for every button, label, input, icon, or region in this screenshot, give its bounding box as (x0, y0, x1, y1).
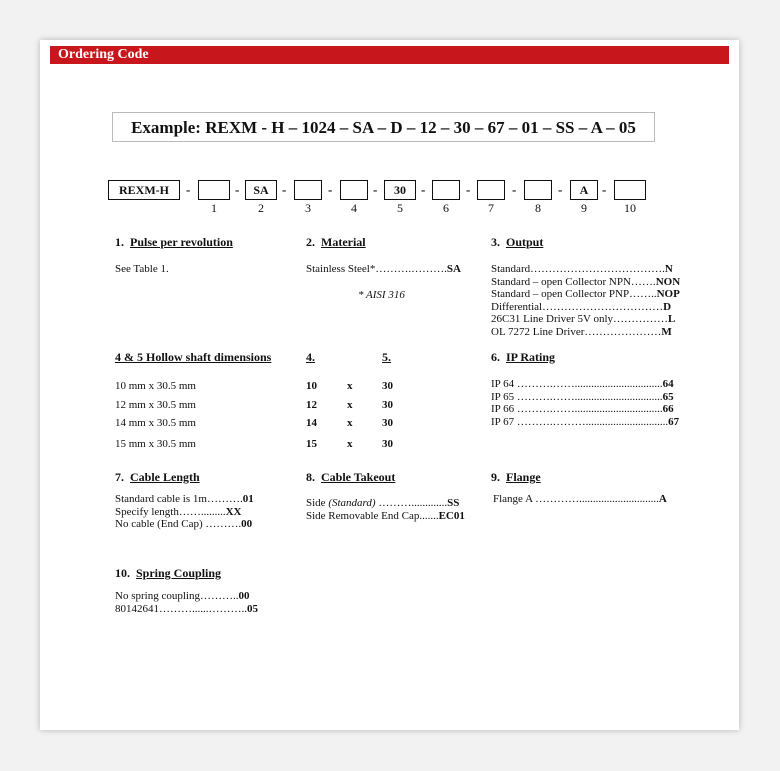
shaft-code-a: 15 (306, 438, 317, 450)
shaft-code-b: 30 (382, 380, 393, 392)
section-title: Cable Takeout (321, 470, 396, 484)
code-dash: - (235, 182, 240, 197)
output-options (491, 263, 688, 338)
option-code: SS (447, 497, 460, 509)
option-label: IP 67 ……….……….............................. (491, 415, 669, 428)
spring-coupling-option (115, 603, 258, 616)
shaft-code-a: 10 (306, 380, 317, 392)
ip-rating-options (491, 378, 679, 428)
code-builder-row (40, 180, 739, 220)
shaft-code-b: 30 (382, 399, 393, 411)
section-6-heading (491, 350, 555, 365)
option-code: SA (446, 263, 461, 275)
option-label: IP 66 ……….……................................ (491, 403, 663, 415)
code-box-1[interactable] (198, 180, 230, 200)
code-dash: - (512, 182, 517, 197)
cable-length-option (115, 506, 254, 519)
section-8-heading (306, 470, 395, 485)
code-dash: - (186, 182, 191, 197)
section-3-heading (491, 235, 543, 250)
option-label: IP 64 ……….……................................ (491, 378, 663, 390)
section-45-heading (115, 350, 271, 365)
code-position-number: 3 (305, 201, 311, 215)
output-option (491, 263, 688, 276)
option-code: N (664, 263, 673, 275)
shaft-x: x (347, 417, 353, 429)
shaft-code-a: 12 (306, 399, 317, 411)
option-label: OL 7272 Line Driver………………… (491, 325, 662, 338)
output-option (491, 313, 688, 326)
code-position-number: 1 (211, 201, 217, 215)
section-number: 7. (115, 470, 124, 484)
code-dash: - (328, 182, 333, 197)
code-dash: - (421, 182, 426, 197)
option-label: Stainless Steel*……….………. (306, 263, 447, 275)
cable-length-options (115, 493, 254, 531)
option-code: NOP (656, 288, 680, 300)
section-9-heading (491, 470, 541, 485)
section-title: IP Rating (506, 350, 556, 364)
code-dash: - (558, 182, 563, 197)
shaft-row-label: 15 mm x 30.5 mm (115, 438, 196, 450)
output-option (491, 301, 688, 314)
option-code: 05 (247, 602, 258, 615)
cable-takeout-option (306, 497, 465, 510)
output-option (491, 276, 688, 289)
option-label: Specify length……......... (115, 505, 226, 518)
column-5-heading (382, 350, 391, 365)
option-label: Flange A …………............................. (493, 493, 659, 505)
shaft-code-b: 30 (382, 417, 393, 429)
section-banner: Ordering Code (50, 46, 729, 64)
section-number: 6. (491, 350, 500, 364)
option-label: Differential…………………………… (491, 300, 664, 313)
cable-takeout-option (306, 510, 465, 523)
code-position-number: 5 (397, 201, 403, 215)
cable-takeout-options (306, 497, 465, 522)
code-dash: - (282, 182, 287, 197)
output-option (491, 326, 688, 339)
option-code: 01 (242, 493, 254, 505)
option-label: 80142641………......……….. (115, 602, 247, 615)
option-code: 00 (241, 518, 253, 530)
option-label: Side (306, 497, 329, 509)
section-title: Flange (506, 470, 541, 484)
section-title: Material (321, 235, 366, 249)
cable-length-option (115, 518, 254, 531)
section-number: 4. (306, 350, 315, 364)
code-box-10[interactable] (614, 180, 646, 200)
code-position-number: 9 (581, 201, 587, 215)
section-title: 4 & 5 Hollow shaft dimensions (115, 350, 272, 364)
code-dash: - (602, 182, 607, 197)
option-label: Side Removable End Cap....... (306, 509, 439, 522)
material-option (306, 263, 461, 276)
option-label: No cable (End Cap) ………. (115, 518, 242, 530)
ip-option (491, 378, 679, 391)
section-number: 1. (115, 235, 124, 249)
section-number: 8. (306, 470, 315, 484)
code-position-number: 7 (488, 201, 494, 215)
ip-option (491, 403, 679, 416)
section-title: Spring Coupling (136, 566, 222, 580)
spring-coupling-option (115, 590, 258, 603)
shaft-code-a: 14 (306, 417, 317, 429)
shaft-x: x (347, 438, 353, 450)
option-code: EC01 (438, 509, 465, 522)
shaft-x: x (347, 380, 353, 392)
shaft-row-label: 10 mm x 30.5 mm (115, 380, 196, 392)
code-position-number: 8 (535, 201, 541, 215)
option-code: 64 (662, 378, 674, 390)
option-leader: ………............. (375, 497, 448, 509)
option-code: L (668, 313, 676, 325)
section-title: Output (506, 235, 544, 249)
ip-option (491, 416, 679, 429)
option-label: Standard………………………………. (491, 263, 665, 275)
section-10-heading (115, 566, 221, 581)
code-box-6[interactable] (432, 180, 460, 200)
option-label-standard: (Standard) (328, 497, 376, 509)
section-2-heading (306, 235, 366, 250)
section-1-heading (115, 235, 233, 250)
section-number: 2. (306, 235, 315, 249)
section-number: 9. (491, 470, 500, 484)
option-code: 00 (238, 590, 250, 602)
ip-option (491, 391, 679, 404)
option-label: Standard – open Collector NPN……. (491, 275, 656, 288)
code-box-5[interactable]: 30 (384, 180, 416, 200)
option-code: XX (225, 505, 242, 518)
example-code: Example: REXM - H – 1024 – SA – D – 12 – 30 – 67 – 01 – SS – A – 05 (112, 112, 655, 142)
option-code: NON (655, 275, 681, 288)
option-code: 67 (668, 415, 680, 428)
option-label: Standard – open Collector PNP…….. (491, 288, 657, 300)
option-code: M (661, 325, 672, 338)
option-code: A (658, 493, 667, 505)
section-title: Cable Length (130, 470, 200, 484)
flange-option (493, 493, 667, 506)
ordering-code-page (40, 40, 739, 730)
code-dash: - (466, 182, 471, 197)
section-number: 10. (115, 566, 130, 580)
section-number: 3. (491, 235, 500, 249)
option-code: 65 (662, 390, 674, 403)
code-box-7[interactable] (477, 180, 505, 200)
cable-length-option (115, 493, 254, 506)
code-prefix-box: REXM-H (108, 180, 180, 200)
section-7-heading (115, 470, 200, 485)
code-position-number: 6 (443, 201, 449, 215)
spring-coupling-options (115, 590, 258, 615)
code-dash: - (373, 182, 378, 197)
code-position-number: 10 (624, 201, 636, 215)
section-number: 5. (382, 350, 391, 364)
material-note: * AISI 316 (358, 289, 405, 301)
option-label: 26C31 Line Driver 5V only…………… (491, 313, 669, 325)
option-code: D (663, 300, 672, 313)
section-title: Pulse per revolution (130, 235, 233, 249)
code-position-number: 4 (351, 201, 357, 215)
option-code: 66 (662, 403, 674, 415)
code-box-4[interactable] (340, 180, 368, 200)
section-1-text: See Table 1. (115, 263, 169, 275)
option-label: IP 65 ……….……................................ (491, 390, 663, 403)
code-box-8[interactable] (524, 180, 552, 200)
column-4-heading (306, 350, 315, 365)
code-position-number: 2 (258, 201, 264, 215)
shaft-row-label: 12 mm x 30.5 mm (115, 399, 196, 411)
shaft-code-b: 30 (382, 438, 393, 450)
option-label: No spring coupling……….. (115, 590, 239, 602)
shaft-row-label: 14 mm x 30.5 mm (115, 417, 196, 429)
code-box-9[interactable]: A (570, 180, 598, 200)
output-option (491, 288, 688, 301)
option-label: Standard cable is 1m………. (115, 493, 243, 505)
shaft-x: x (347, 399, 353, 411)
code-box-2[interactable]: SA (245, 180, 277, 200)
code-box-3[interactable] (294, 180, 322, 200)
